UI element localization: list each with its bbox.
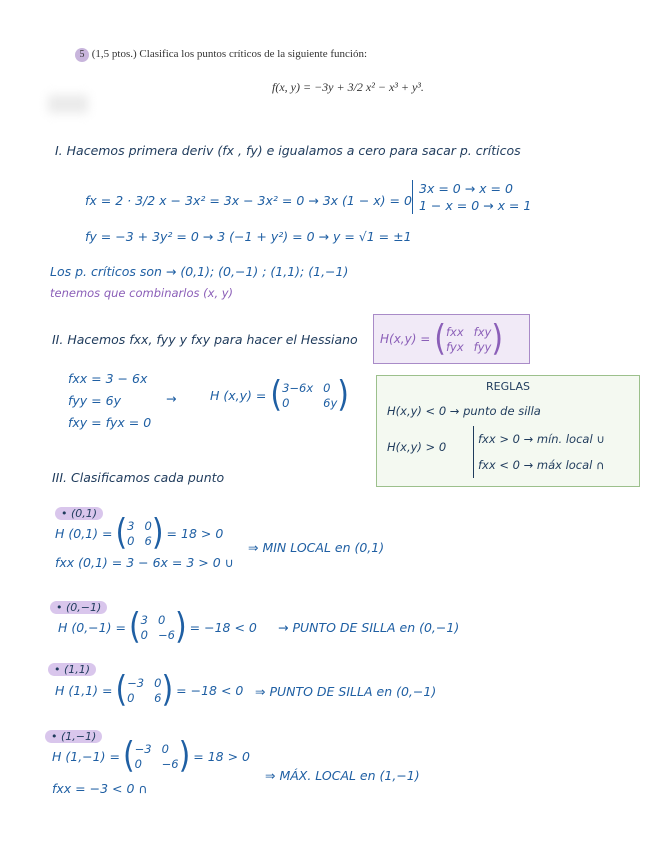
point-result: ⇒ MÁX. LOCAL en (1,−1) [265,768,420,783]
rule-min: fxx > 0 → mín. local ∪ [478,432,605,446]
fx-cases [412,180,531,214]
hessian-def-label: H(x,y) = [380,332,431,346]
fx-case-2: 1 − x = 0 → x = 1 [419,198,532,213]
fy-equation: fy = −3 + 3y² = 0 → 3 (−1 + y²) = 0 → y = √1 = ±1 [85,229,412,244]
rule-positive: H(x,y) > 0 [387,440,447,454]
point-result: → PUNTO DE SILLA en (0,−1) [278,620,460,635]
matrix-cell: fxx [446,324,464,339]
combine-note: tenemos que combinarlos (x, y) [50,286,234,300]
hessian-point [55,511,224,554]
hessian-value: = 18 > 0 [166,525,224,541]
rules-box [376,375,640,487]
rule-cases [473,426,605,478]
hessian-point-label: H (1,1) = [55,682,113,698]
problem-number: 5 [75,48,89,62]
rules-title: REGLAS [485,380,530,393]
hessian-def-matrix: ( fxx fxy fyx fyy ) [434,317,504,360]
hessian-point-label: H (0,1) = [55,525,113,541]
fxx-check: fxx (0,1) = 3 − 6x = 3 > 0 ∪ [55,555,234,570]
point-tag: • (0,−1) [50,596,107,615]
matrix-cell: 3−6x [282,380,314,395]
matrix-cell: fyy [473,339,492,354]
fx-equation: fx = 2 · 3/2 x − 3x² = 3x − 3x² = 0 → 3x (1 − x) = 0 [85,193,412,208]
fx-case-1: 3x = 0 → x = 0 [419,181,513,196]
fyy-equation: fyy = 6y [68,393,121,408]
point-matrix: ( 3 0 0 6 ) [115,511,164,554]
rule-max: fxx < 0 → máx local ∩ [478,458,605,472]
point-matrix: ( 3 0 0 −6 ) [128,605,187,648]
point-tag: • (1,−1) [45,725,102,744]
problem-points: (1,5 ptos.) [91,48,137,60]
step3-title: III. Clasificamos cada punto [52,470,225,485]
hessian-matrix [210,373,349,416]
hessian-value: = −18 < 0 [189,619,257,635]
hessian-label: H (x,y) = [210,387,267,403]
hessian-point [55,668,244,711]
hessian-point [58,605,257,648]
function-definition: f(x, y) = −3y + 3/2 x² − x³ + y³. [272,80,424,94]
step2-title: II. Hacemos fxx, fyy y fxy para hacer el Hessiano [52,332,358,347]
matrix-cell: 0 [282,395,290,410]
matrix-cell: 6y [323,395,338,410]
problem-statement: Clasifica los puntos críticos de la siguiente función: [139,48,368,60]
hessian-point-label: H (0,−1) = [58,619,126,635]
fxy-equation: fxy = fyx = 0 [68,415,152,430]
point-matrix: ( −3 0 0 −6 ) [122,734,191,777]
point-result: ⇒ PUNTO DE SILLA en (0,−1) [255,684,437,699]
second-derivatives [68,368,151,434]
hessian-definition-box [373,314,530,364]
point-matrix: ( −3 0 0 6 ) [115,668,174,711]
smudge [48,95,88,113]
step1-title: I. Hacemos primera deriv (fx , fy) e igualamos a cero para sacar p. críticos [55,143,521,158]
hessian-general-matrix: ( 3−6x 0 0 6y ) [270,373,349,416]
critical-points: Los p. críticos son → (0,1); (0,−1) ; (1,1); (1,−1) [50,264,349,279]
matrix-cell: 0 [323,380,331,395]
fxx-equation: fxx = 3 − 6x [68,371,148,386]
point-tag: • (0,1) [55,502,103,521]
matrix-cell: fxy [473,324,492,339]
point-tag: • (1,1) [48,658,96,677]
hessian-definition [380,317,504,360]
problem-header [75,48,367,62]
point-result: ⇒ MIN LOCAL en (0,1) [248,540,385,555]
hessian-value: = −18 < 0 [176,682,244,698]
arrow-icon: → [166,391,177,406]
hessian-point [52,734,251,777]
hessian-point-label: H (1,−1) = [52,748,120,764]
rule-saddle: H(x,y) < 0 → punto de silla [387,404,541,418]
hessian-value: = 18 > 0 [193,748,251,764]
fxx-check: fxx = −3 < 0 ∩ [52,781,148,796]
matrix-cell: fyx [446,339,464,354]
